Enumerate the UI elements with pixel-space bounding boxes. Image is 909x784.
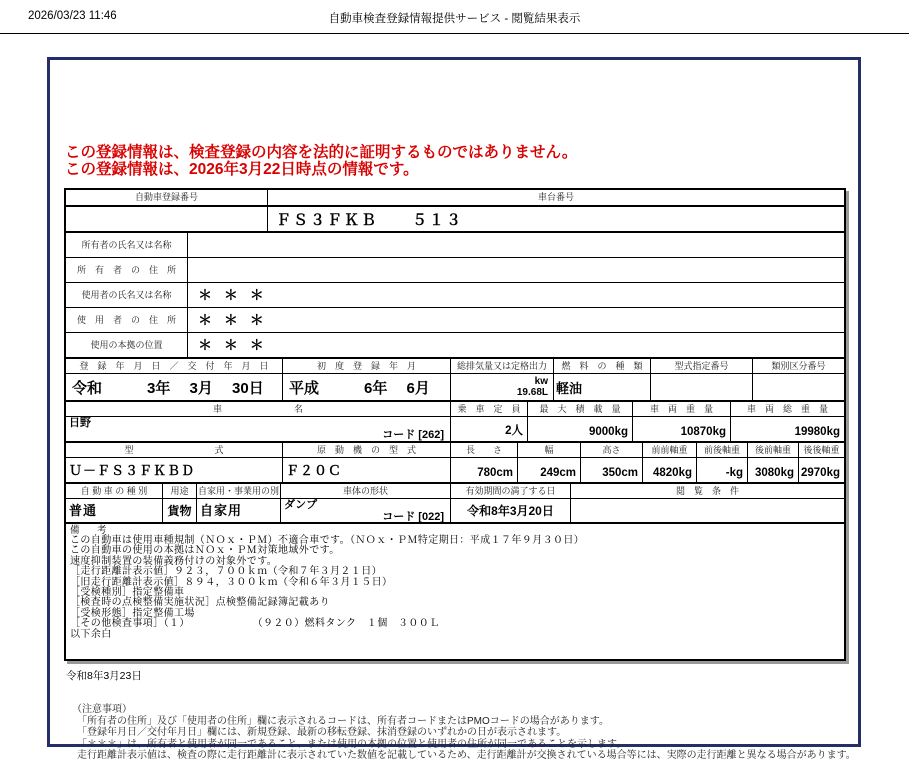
axle-rf-value: 3080kg: [748, 458, 799, 482]
dates-value-row: [66, 374, 844, 400]
notes-title: （注意事項）: [72, 704, 132, 715]
type-value-row: [66, 499, 844, 522]
axle-rf-label: 後前軸重: [748, 443, 799, 457]
car-name-text: 日野: [69, 417, 91, 429]
car-name-label: 車 名: [66, 402, 451, 416]
axle-fr-label: 前後軸重: [697, 443, 748, 457]
owner-address-row: [66, 258, 844, 283]
expiry-value: 令和8年3月20日: [451, 499, 571, 522]
notes-section: [72, 704, 856, 762]
fuel-value: 軽油: [554, 374, 651, 400]
remarks-line: ［走行距離計表示値］９２３，７００ｋｍ（令和７年３月２１日）: [70, 566, 382, 578]
width-value: 249cm: [518, 458, 581, 482]
displacement-amount: 19.68L: [516, 387, 548, 398]
remarks-section: [66, 522, 844, 659]
class-no-value: [753, 374, 844, 400]
body-shape-code: コード [022]: [382, 511, 444, 522]
weight-value: 10870kg: [633, 417, 731, 441]
axle-ff-label: 前前軸重: [643, 443, 697, 457]
reg-number-label: 自動車登録番号: [66, 190, 268, 205]
axle-rr-label: 後後軸重: [803, 444, 840, 455]
displacement-label: 総排気量又は定格出力: [451, 359, 554, 373]
print-header: [0, 0, 909, 34]
view-cond-value: [571, 499, 844, 522]
page-title: 自動車検査登録情報提供サービス - 閲覧結果表示: [328, 13, 581, 25]
disclaimer: [65, 144, 577, 178]
remarks-line: 以下余白: [70, 628, 112, 640]
remarks-line: 速度抑制装置の装備義務付けの対象外です。: [70, 555, 278, 567]
band-dates: [66, 357, 844, 400]
capacity-label: 乗 車 定 員: [451, 402, 528, 416]
base-location-row: [66, 333, 844, 357]
engine-value: Ｆ２０Ｃ: [283, 458, 451, 482]
remarks-line: ［検査時の点検整備実施状況］点検整備記録簿記載あり: [70, 597, 330, 609]
remarks-line: この自動車の使用の本拠はＮＯｘ・ＰＭ対策地域外です。: [70, 545, 340, 557]
body-shape-label: 車体の形状: [281, 484, 451, 498]
remarks-line: ［受検形態］指定整備工場: [70, 607, 195, 619]
displacement-value: [451, 374, 554, 400]
use-label: 用途: [163, 484, 197, 498]
carname-value-row: [66, 417, 844, 441]
user-address-row: [66, 308, 844, 333]
model-header-row: [66, 443, 844, 458]
axle-fr-value: -kg: [697, 458, 748, 482]
displacement-unit: kw: [534, 376, 548, 387]
remarks-line: ［その他検査事項］（１） （９２０）燃料タンク １個 ３００Ｌ: [70, 618, 440, 630]
user-address-label: 使 用 者 の 住 所: [66, 308, 188, 332]
reg-date-label: 登 録 年 月 日 ／ 交 付 年 月 日: [66, 359, 283, 373]
remarks-line: この自動車は使用車種規制（ＮＯｘ・ＰＭ）不適合車です。（ＮＯｘ・ＰＭ特定期日：平成１７年９月３０日）: [70, 535, 585, 546]
base-location-value: ＊ ＊ ＊: [198, 337, 268, 353]
class-no-label: 類別区分番号: [771, 360, 826, 371]
remarks-label: 備 考: [70, 525, 111, 536]
owner-address-label: 所 有 者 の 住 所: [66, 258, 188, 282]
user-name-value: ＊ ＊ ＊: [198, 287, 268, 303]
band-numbers: [66, 190, 844, 231]
gross-weight-value: 19980kg: [794, 426, 840, 438]
length-value: 780cm: [451, 458, 518, 482]
note-line: 「登録年月日／交付年月日」欄には、新規登録、最新の移転登録、抹消登録のいずれかの日が表示されます。: [77, 727, 567, 739]
band-carname: [66, 400, 844, 441]
model-value-row: [66, 458, 844, 482]
disclaimer-line1: この登録情報は、検査登録の内容を法的に証明するものではありません。: [65, 144, 578, 161]
base-location-label: 使用の本拠の位置: [66, 333, 188, 357]
dates-header-row: [66, 359, 844, 374]
band-model: [66, 441, 844, 482]
capacity-value: 2人: [451, 417, 528, 441]
vehicle-type-label: 自 動 車 の 種 別: [66, 484, 163, 498]
height-value: 350cm: [581, 458, 643, 482]
private-label: 自家用・事業用の別: [197, 484, 281, 498]
band-owner-user: [66, 231, 844, 357]
disclaimer-line2: この登録情報は、2026年3月22日時点の情報です。: [65, 161, 419, 178]
numbers-value-row: [66, 207, 844, 231]
band-type: [66, 482, 844, 522]
model-code-value: [651, 374, 753, 400]
body-shape-text: ダンプ: [284, 499, 318, 511]
car-name-code: コード [262]: [382, 429, 444, 441]
length-label: 長 さ: [451, 443, 518, 457]
car-name-value: [66, 417, 451, 441]
chassis-number-value: ＦＳ３ＦＫＢ ５１３: [276, 211, 464, 229]
engine-label: 原 動 機 の 型 式: [283, 443, 451, 457]
height-label: 高さ: [581, 443, 643, 457]
expiry-label: 有効期間の満了する日: [451, 484, 571, 498]
user-address-value: ＊ ＊ ＊: [198, 312, 268, 328]
width-label: 幅: [518, 443, 581, 457]
print-timestamp: 2026/03/23 11:46: [28, 10, 117, 22]
carname-header-row: [66, 402, 844, 417]
max-load-value: 9000kg: [528, 417, 633, 441]
axle-ff-value: 4820kg: [643, 458, 697, 482]
max-load-label: 最 大 積 載 量: [528, 402, 633, 416]
reg-date-value: 令和 3年 3月 30日: [66, 374, 283, 400]
first-reg-value: 平成 6年 6月: [283, 374, 451, 400]
chassis-number-label: 車台番号: [537, 192, 574, 202]
issue-date: 令和8年3月23日: [66, 670, 142, 682]
registration-table: [64, 188, 846, 661]
owner-address-value: [188, 258, 844, 282]
owner-name-value: [188, 233, 844, 257]
vehicle-type-value: 普通: [66, 499, 163, 522]
user-name-row: [66, 283, 844, 308]
fuel-label: 燃 料 の 種 類: [554, 359, 651, 373]
view-cond-label: 閲 覧 条 件: [675, 485, 739, 496]
axle-rr-value: 2970kg: [800, 467, 840, 479]
model-code-label: 型式指定番号: [651, 359, 753, 373]
note-line: 「＊＊＊」は、所有者と使用者が同一であること、または使用の本拠の位置と使用者の住所が同一であることを示します。: [77, 738, 627, 750]
user-name-label: 使用者の氏名又は名称: [66, 283, 188, 307]
private-value: 自家用: [197, 499, 281, 522]
owner-name-label: 所有者の氏名又は名称: [66, 233, 188, 257]
model-value: Ｕ－ＦＳ３ＦＫＢＤ: [66, 458, 283, 482]
weight-label: 車 両 重 量: [633, 402, 731, 416]
document-frame: [47, 57, 861, 762]
reg-number-value: [66, 207, 268, 231]
model-label: 型 式: [66, 443, 283, 457]
note-line: 「所有者の住所」及び「使用者の住所」欄に表示されるコードは、所有者コードまたはPMOコードの場合があります。: [77, 715, 609, 727]
remarks-line: ［旧走行距離計表示値］８９４，３００ｋｍ（令和６年３月１５日）: [70, 576, 393, 588]
use-value: 貨物: [163, 499, 197, 522]
body-shape-value: [281, 499, 451, 522]
type-header-row: [66, 484, 844, 499]
remarks-line: ［受検種別］指定整備車: [70, 587, 185, 599]
owner-name-row: [66, 233, 844, 258]
gross-weight-label: 車 両 総 重 量: [746, 403, 828, 414]
first-reg-label: 初 度 登 録 年 月: [283, 359, 451, 373]
note-line: 走行距離計表示値は、検査の際に走行距離計に表示されていた数値を記載しているため、走行距離計が交換されている場合等には、実際の走行距離と異なる場合があります。: [77, 750, 856, 762]
numbers-header-row: [66, 190, 844, 207]
